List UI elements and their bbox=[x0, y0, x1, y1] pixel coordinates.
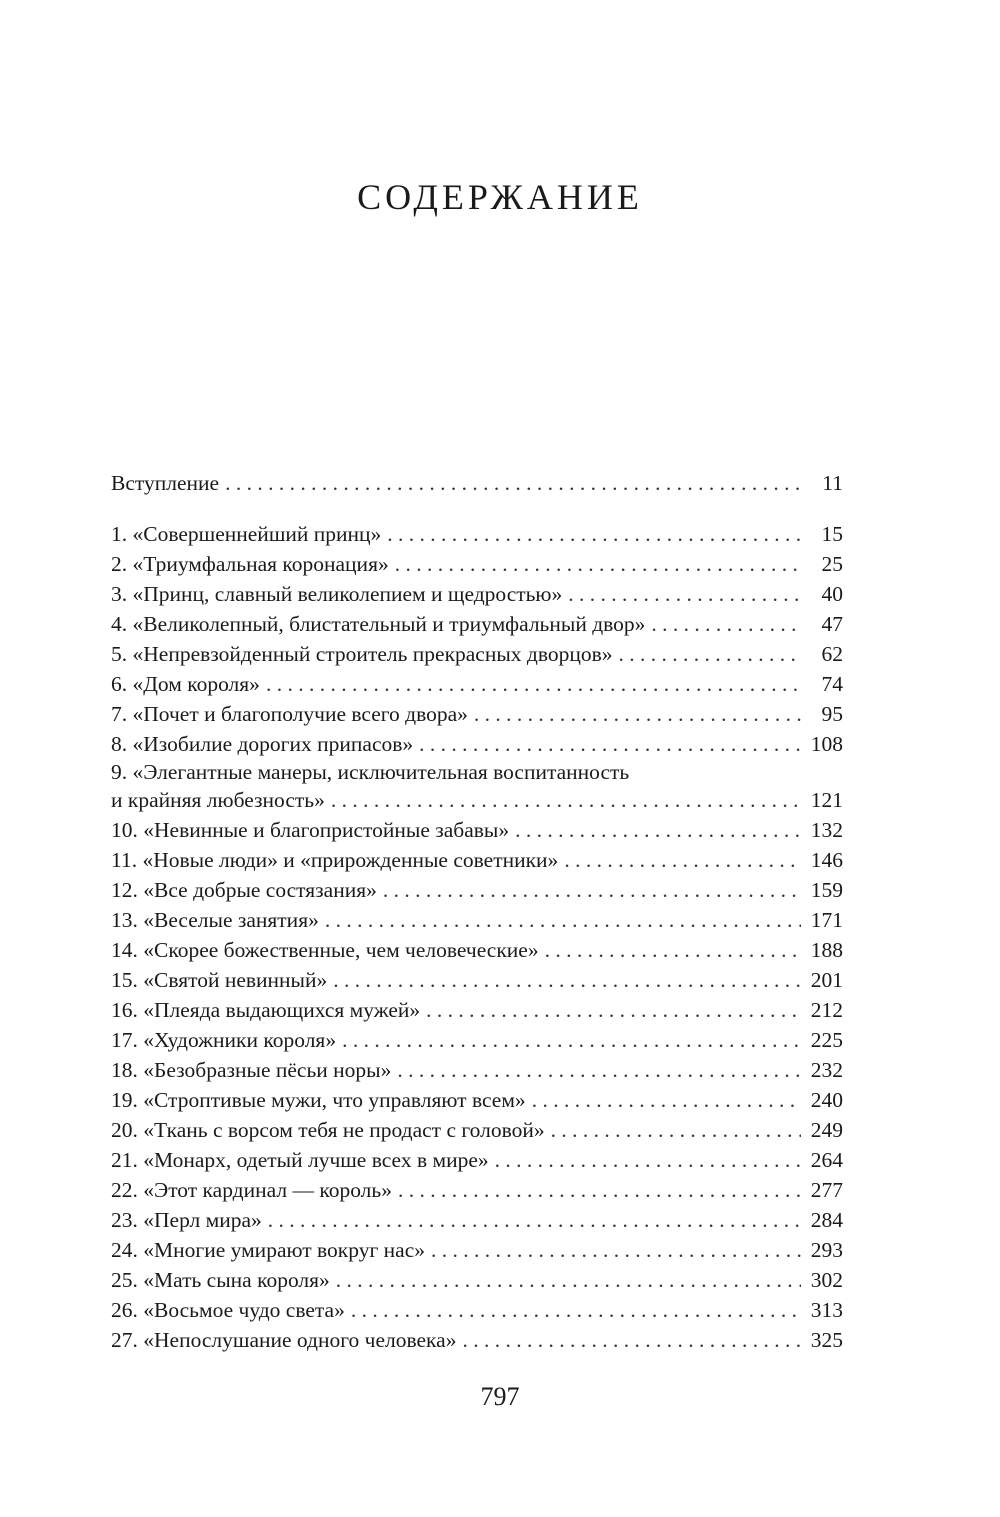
toc-entry-page: 121 bbox=[810, 788, 843, 812]
dot-leader bbox=[568, 579, 801, 609]
toc-entry-page: 62 bbox=[821, 642, 843, 666]
dot-leader bbox=[225, 468, 801, 498]
toc-entry bbox=[111, 845, 843, 875]
dot-leader bbox=[395, 549, 801, 579]
toc-entry bbox=[111, 875, 843, 905]
toc-entry bbox=[111, 579, 843, 609]
toc-entry-title: 24. «Многие умирают вокруг нас» bbox=[111, 1238, 425, 1262]
toc-entry-title: 21. «Монарх, одетый лучше всех в мире» bbox=[111, 1148, 489, 1172]
toc-entry-page: 313 bbox=[810, 1298, 843, 1322]
dot-leader bbox=[474, 699, 801, 729]
toc-entry-title: 9. «Элегантные манеры, исключительная воспитанность bbox=[111, 760, 630, 784]
toc-entry bbox=[111, 1055, 843, 1085]
toc-entry bbox=[111, 1145, 843, 1175]
toc-entry bbox=[111, 699, 843, 729]
toc-entry-title: 12. «Все добрые состязания» bbox=[111, 878, 377, 902]
toc-entry-page: 132 bbox=[810, 818, 843, 842]
toc-entry bbox=[111, 609, 843, 639]
toc-entry bbox=[111, 729, 843, 759]
toc-entry-title: 22. «Этот кардинал — король» bbox=[111, 1178, 392, 1202]
toc-entry-page: 293 bbox=[810, 1238, 843, 1262]
toc-entry-title: 16. «Плеяда выдающихся мужей» bbox=[111, 998, 421, 1022]
toc-entry bbox=[111, 1115, 843, 1145]
dot-leader bbox=[351, 1295, 801, 1325]
toc-entry-page: 159 bbox=[810, 878, 843, 902]
toc-entry bbox=[111, 519, 843, 549]
dot-leader bbox=[336, 1265, 801, 1295]
toc-entry bbox=[111, 1295, 843, 1325]
toc-entry-title: 5. «Непревзойденный строитель прекрасных дворцов» bbox=[111, 642, 613, 666]
toc-entry-title: 4. «Великолепный, блистательный и триумфальный двор» bbox=[111, 612, 646, 636]
toc-entry-title: Вступление bbox=[111, 471, 220, 495]
toc-entry-page: 240 bbox=[810, 1088, 843, 1112]
toc-entry-title: 11. «Новые люди» и «прирожденные советники» bbox=[111, 848, 559, 872]
toc-entry bbox=[111, 1175, 843, 1205]
toc-entry-page: 108 bbox=[810, 732, 843, 756]
dot-leader bbox=[268, 1205, 801, 1235]
toc-entry bbox=[111, 1205, 843, 1235]
toc-entry-title: 25. «Мать сына короля» bbox=[111, 1268, 330, 1292]
toc-entry-title: 27. «Непослушание одного человека» bbox=[111, 1328, 457, 1352]
toc-entry bbox=[111, 965, 843, 995]
toc-entry-title: 7. «Почет и благополучие всего двора» bbox=[111, 702, 468, 726]
dot-leader bbox=[383, 875, 801, 905]
dot-leader bbox=[564, 845, 801, 875]
toc-entry-title: 15. «Святой невинный» bbox=[111, 968, 328, 992]
toc-entry-title: 20. «Ткань с ворсом тебя не продаст с головой» bbox=[111, 1118, 545, 1142]
dot-leader bbox=[398, 1175, 801, 1205]
dot-leader bbox=[397, 1055, 801, 1085]
toc-entry-title: 6. «Дом короля» bbox=[111, 672, 260, 696]
toc-entry-page: 40 bbox=[821, 582, 843, 606]
toc-entry-title: 14. «Скорее божественные, чем человеческие» bbox=[111, 938, 539, 962]
dot-leader bbox=[266, 669, 801, 699]
page-number: 797 bbox=[480, 1382, 520, 1411]
toc-entry bbox=[111, 785, 843, 815]
toc-entry-page: 11 bbox=[822, 471, 843, 495]
dot-leader bbox=[495, 1145, 801, 1175]
toc-entry-page: 264 bbox=[810, 1148, 843, 1172]
toc-entry bbox=[111, 935, 843, 965]
toc-entry-page: 277 bbox=[810, 1178, 843, 1202]
dot-leader bbox=[532, 1085, 801, 1115]
toc-entry-title: 17. «Художники короля» bbox=[111, 1028, 337, 1052]
toc-entry bbox=[111, 1025, 843, 1055]
dot-leader bbox=[515, 815, 801, 845]
toc-entry bbox=[111, 1085, 843, 1115]
toc-entry-page: 171 bbox=[810, 908, 843, 932]
toc-entry-intro bbox=[111, 468, 843, 498]
dot-leader bbox=[342, 1025, 801, 1055]
toc-entry-title: 13. «Веселые занятия» bbox=[111, 908, 319, 932]
toc-entry-page: 188 bbox=[810, 938, 843, 962]
toc-entry bbox=[111, 549, 843, 579]
dot-leader bbox=[419, 729, 801, 759]
page-title: СОДЕРЖАНИЕ bbox=[357, 177, 643, 217]
toc-entry-page: 284 bbox=[810, 1208, 843, 1232]
toc-entry bbox=[111, 639, 843, 669]
dot-leader bbox=[651, 609, 801, 639]
toc-entry-page: 95 bbox=[821, 702, 843, 726]
toc-entry-page: 25 bbox=[821, 552, 843, 576]
toc-entry bbox=[111, 1265, 843, 1295]
toc-entry-page: 232 bbox=[810, 1058, 843, 1082]
toc-entry bbox=[111, 1235, 843, 1265]
toc-entry-page: 249 bbox=[810, 1118, 843, 1142]
dot-leader bbox=[331, 785, 801, 815]
toc-entry bbox=[111, 815, 843, 845]
toc-entry-title: 19. «Строптивые мужи, что управляют всем» bbox=[111, 1088, 526, 1112]
toc-entry-title: 8. «Изобилие дорогих припасов» bbox=[111, 732, 414, 756]
toc-entry-page: 15 bbox=[821, 522, 843, 546]
dot-leader bbox=[333, 965, 801, 995]
table-of-contents bbox=[111, 468, 843, 1355]
toc-entry-line bbox=[111, 759, 843, 785]
toc-entry-page: 325 bbox=[810, 1328, 843, 1352]
dot-leader bbox=[619, 639, 801, 669]
toc-entry-title: 2. «Триумфальная коронация» bbox=[111, 552, 389, 576]
dot-leader bbox=[431, 1235, 801, 1265]
toc-entry-page: 201 bbox=[810, 968, 843, 992]
toc-entry-title: 3. «Принц, славный великолепием и щедростью» bbox=[111, 582, 563, 606]
toc-entry-page: 47 bbox=[821, 612, 843, 636]
toc-entry-title: 26. «Восьмое чудо света» bbox=[111, 1298, 345, 1322]
toc-entry-title: 18. «Безобразные пёсьи норы» bbox=[111, 1058, 392, 1082]
toc-entry bbox=[111, 995, 843, 1025]
dot-leader bbox=[426, 995, 801, 1025]
toc-entry bbox=[111, 669, 843, 699]
toc-entry-page: 225 bbox=[810, 1028, 843, 1052]
toc-entry-title: 23. «Перл мира» bbox=[111, 1208, 262, 1232]
dot-leader bbox=[387, 519, 801, 549]
dot-leader bbox=[545, 935, 801, 965]
toc-entry-title-continued: и крайняя любезность» bbox=[111, 788, 325, 812]
toc-entry-title: 10. «Невинные и благопристойные забавы» bbox=[111, 818, 510, 842]
toc-entry bbox=[111, 905, 843, 935]
toc-entry bbox=[111, 1325, 843, 1355]
toc-entry-page: 302 bbox=[810, 1268, 843, 1292]
toc-entry-page: 212 bbox=[810, 998, 843, 1022]
dot-leader bbox=[462, 1325, 801, 1355]
toc-entry-page: 146 bbox=[810, 848, 843, 872]
toc-entry-page: 74 bbox=[821, 672, 843, 696]
toc-entry-title: 1. «Совершеннейший принц» bbox=[111, 522, 382, 546]
dot-leader bbox=[325, 905, 801, 935]
dot-leader bbox=[551, 1115, 801, 1145]
